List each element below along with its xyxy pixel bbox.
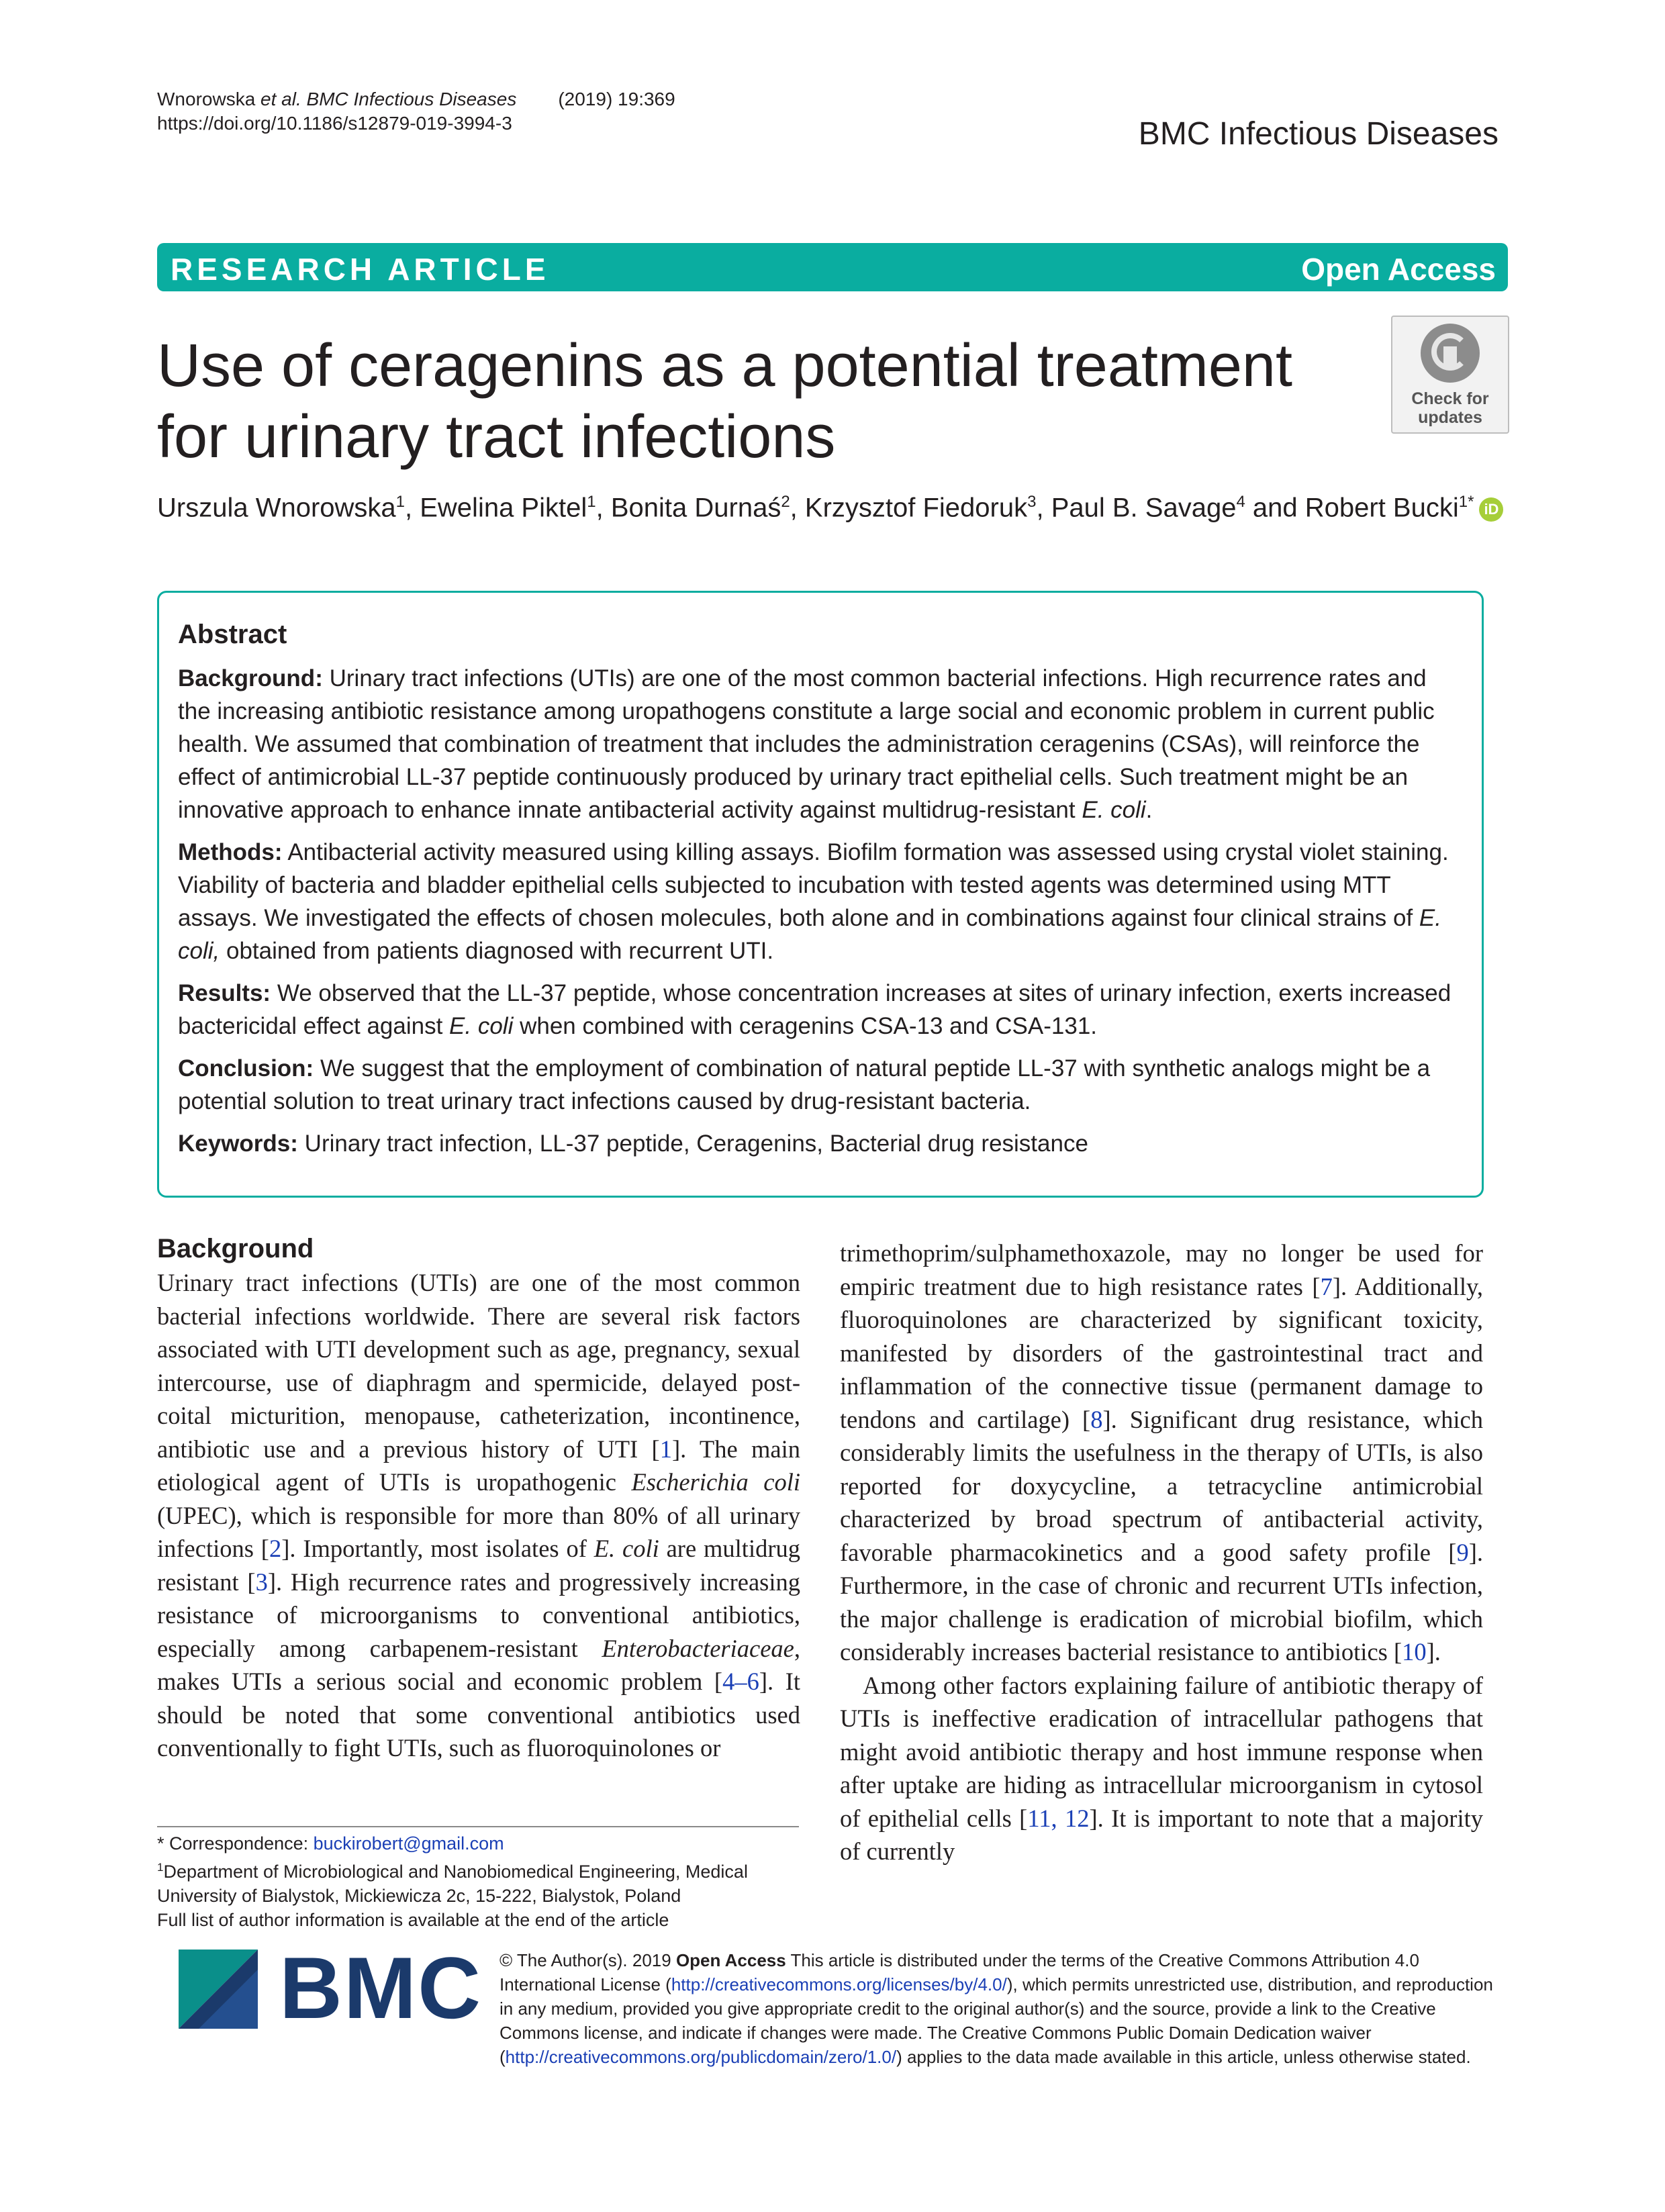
footnote <box>157 1831 802 1932</box>
reference-link[interactable]: 12 <box>1064 1804 1090 1832</box>
abstract-background: Background: Urinary tract infections (UTIs) are one of the most common bacterial infections. High recurrence rates and the increasing antibiotic resistance among uropathogens constitute a large social and economic problem in current public health. We assumed that combination of treatment that includes the administration ceragenins (CSAs), will reinforce the effect of antimicrobial LL-37 peptide continuously produced by urinary tract epithelial cells. Such treatment might be an innovative approach to enhance innate antibacterial activity against multidrug-resistant E. coli. <box>178 665 1435 823</box>
correspondence-email[interactable]: buckirobert@gmail.com <box>313 1833 504 1854</box>
body-text-continuation: trimethoprim/sulphamethoxazole, may no longer be used for empiric treatment due to high resistance rates [ <box>840 1239 1483 1300</box>
license-link[interactable]: http://creativecommons.org/licenses/by/4.0/ <box>671 1974 1007 1994</box>
body-column-right <box>840 1237 1483 1868</box>
orcid-icon[interactable]: iD <box>1479 497 1503 522</box>
journal-name: BMC Infectious Diseases <box>1138 116 1498 152</box>
open-access-label: Open Access <box>1301 252 1496 287</box>
reference-link[interactable]: 8 <box>1090 1405 1103 1433</box>
article-type-banner <box>157 243 1508 291</box>
correspondence: * Correspondence: buckirobert@gmail.com <box>157 1833 504 1854</box>
public-domain-link[interactable]: http://creativecommons.org/publicdomain/zero/1.0/ <box>505 2047 897 2067</box>
body-paragraph: trimethoprim/sulphamethoxazole, may no longer be used for empiric treatment due to high resistance rates [7]. Additionally, fluoroquinolones are characterized by significant toxicity, manifested by disorders of the gastrointestinal tract and inflammation of the connective tissue (permanent damage to tendons and cartilage) [8]. Significant drug resistance, which considerably limits the usefulness in the therapy of UTIs, is also reported for doxycycline, a tetracycline antimicrobial characterized by broad spectrum of antibacterial activity, favorable pharmacokinetics and a good safety profile [9]. Furthermore, in the case of chronic and recurrent UTIs infection, the major challenge is eradication of microbial biofilm, which considerably increases bacterial resistance to antibiotics [10]. <box>840 1239 1484 1666</box>
check-for-updates-badge[interactable]: Check for updates <box>1391 316 1509 434</box>
body-paragraph: Urinary tract infections (UTIs) are one of the most common bacterial infections worldwide. There are several risk factors associated with UTI development such as age, pregnancy, sexual intercourse, use of diaphragm and spermicide, delayed post-coital micturition, menopause, catheterization, incontinence, antibiotic use and a previous history of UTI [1]. The main etiological agent of UTIs is uropathogenic Escherichia coli (UPEC), which is responsible for more than 80% of all urinary infections [2]. Importantly, most isolates of E. coli are multidrug resistant [3]. High recurrence rates and progressively increasing resistance of microorganisms to conventional antibiotics, especially among carbapenem-resistant Enterobacteriaceae, makes UTIs a serious social and economic problem [4–6]. It should be noted that some conventional antibiotics used conventionally to fight UTIs, such as fluoroquinolones or <box>157 1269 800 1762</box>
full-author-list-note: Full list of author information is available at the end of the article <box>157 1910 669 1930</box>
reference-link[interactable]: 4–6 <box>722 1668 759 1695</box>
reference-link[interactable]: 1 <box>659 1435 672 1463</box>
reference-link[interactable]: 7 <box>1320 1272 1333 1300</box>
affiliation: $^1$Department of Microbiological and Nanobiomedical Engineering, Medical University of Bialystok, Mickiewicza 2c, 15-222, Bialystok, Poland <box>157 1861 748 1906</box>
reference-link[interactable]: 2 <box>269 1535 282 1562</box>
abstract-methods: Methods: Antibacterial activity measured using killing assays. Biofilm formation was assessed using crystal violet staining. Viability of bacteria and bladder epithelial cells subjected to incubation with tested agents was determined using MTT assays. We investigated the effects of chosen molecules, both alone and in combinations against four clinical strains of E. coli, obtained from patients diagnosed with recurrent UTI. <box>178 839 1449 964</box>
license-statement: © The Author(s). 2019 Open Access This article is distributed under the terms of the Creative Commons Attribution 4.0 International License (http://creativecommons.org/licenses/by/4.0/), which permits unrestricted use, distribution, and reproduction in any medium, provided you give appropriate credit to the original author(s) and the source, provide a link to the Creative Commons license, and indicate if changes were made. The Creative Commons Public Domain Dedication waiver (http://creativecommons.org/publicdomain/zero/1.0/) applies to the data made available in this article, unless otherwise stated. <box>500 1950 1493 2067</box>
article-type: RESEARCH ARTICLE <box>171 252 550 287</box>
bookmark-icon <box>1421 324 1480 383</box>
citation-line: Wnorowska et al. BMC Infectious Diseases (2019) 19:369 <box>157 89 675 109</box>
reference-link[interactable]: 10 <box>1402 1638 1427 1666</box>
section-heading-background: Background <box>157 1234 314 1263</box>
abstract-conclusion: Conclusion: We suggest that the employment of combination of natural peptide LL-37 with synthetic analogs might be a potential solution to treat urinary tract infections caused by drug-resistant bacteria. <box>178 1055 1431 1114</box>
reference-link[interactable]: 9 <box>1456 1538 1469 1566</box>
bmc-logo-icon <box>179 1950 258 2029</box>
citation-header <box>157 87 675 136</box>
reference-link[interactable]: 11, <box>1027 1804 1057 1832</box>
abstract-heading: Abstract <box>178 620 287 649</box>
body-column-left <box>157 1233 800 1765</box>
bmc-logo-text: BMC <box>279 1939 483 2037</box>
abstract-keywords: Keywords: Urinary tract infection, LL-37 peptide, Ceragenins, Bacterial drug resistance <box>178 1131 1088 1157</box>
bmc-logo <box>179 1939 483 2037</box>
body-paragraph: Among other factors explaining failure of antibiotic therapy of UTIs is ineffective eradication of intracellular pathogens that might avoid antibiotic therapy and host immune response when after uptake are hiding as intracellular microorganism in cytosol of epithelial cells [11, 12]. It is important to note that a majority of currently <box>840 1671 1483 1865</box>
body-text-continued: ]. It should be noted that some conventional antibiotics used conventionally to fight UTIs, such as fluoroquinolones or <box>157 1668 800 1762</box>
author-list: Urszula Wnorowska$^1$, Ewelina Piktel$^1$, Bonita Durnaś$^2$, Krzysztof Fiedoruk$^3$, Paul B. Savage$^4$ and Robert Bucki$^{1*}$ iD <box>157 493 1503 523</box>
doi-link[interactable]: https://doi.org/10.1186/s12879-019-3994-3 <box>157 113 512 134</box>
article-title: Use of ceragenins as a potential treatment for urinary tract infections <box>157 332 1292 471</box>
footnote-divider <box>157 1826 799 1827</box>
abstract-results: Results: We observed that the LL-37 peptide, whose concentration increases at sites of urinary infection, exerts increased bactericidal effect against E. coli when combined with ceragenins CSA-13 and CSA-131. <box>178 980 1452 1039</box>
abstract-box <box>157 591 1484 1198</box>
reference-link[interactable]: 3 <box>255 1568 268 1596</box>
